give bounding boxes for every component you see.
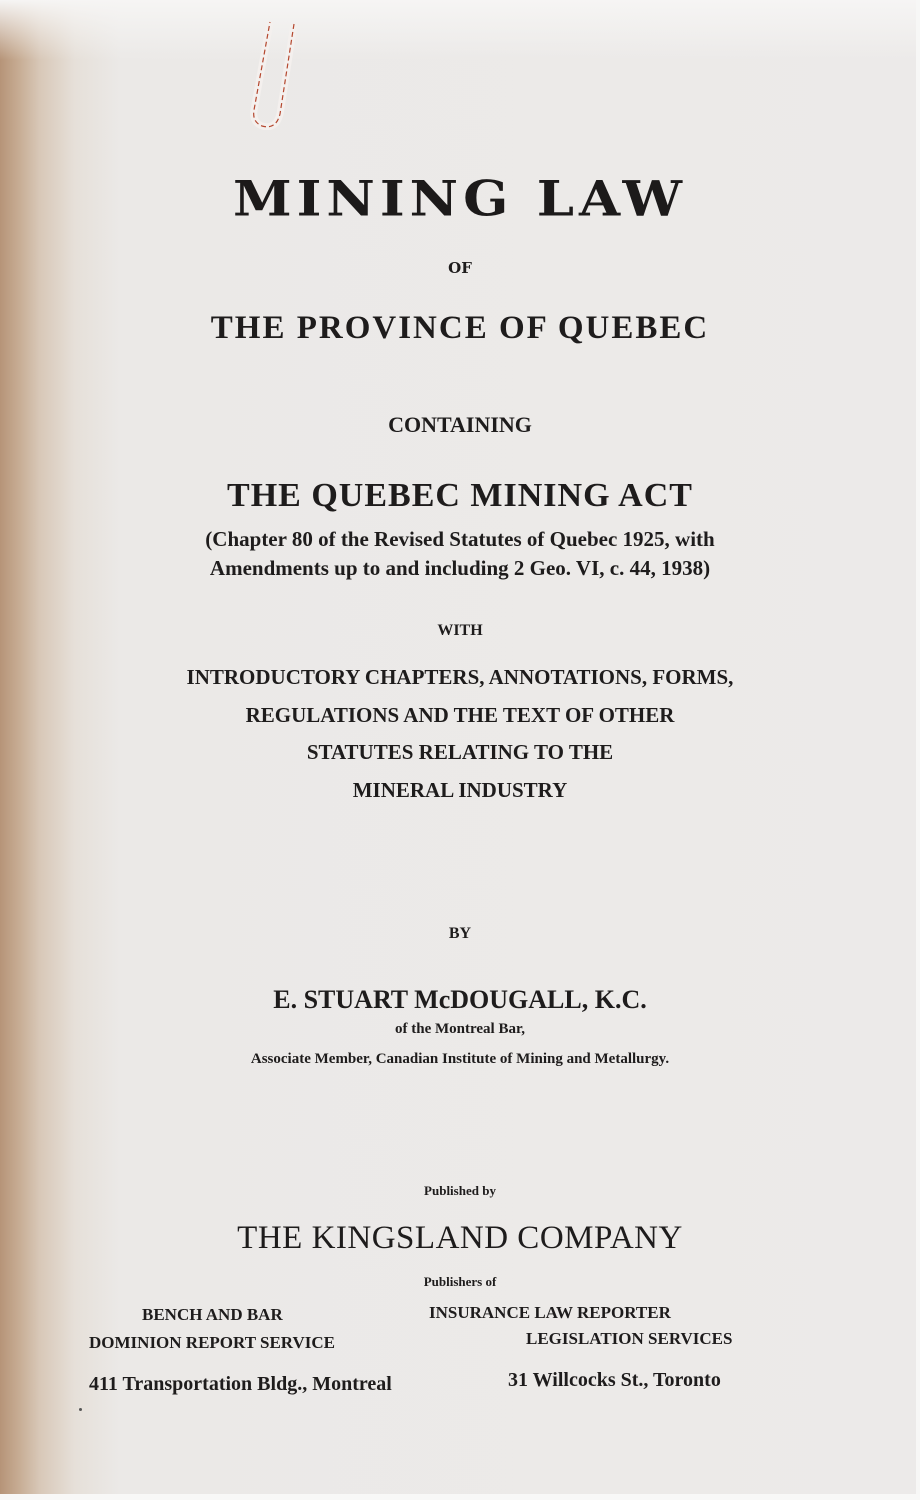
containing-label: CONTAINING — [388, 412, 532, 437]
act-description-line: Amendments up to and including 2 Geo. VI, c. 44, 1938) — [209, 556, 711, 580]
publisher-name: THE KINGSLAND COMPANY — [237, 1220, 683, 1256]
paperclip-mark-icon — [240, 18, 300, 130]
title-connector: OF — [448, 259, 472, 277]
author-membership: Associate Member, Canadian Institute of Mining and Metallurgy. — [250, 1051, 670, 1067]
act-description-line: (Chapter 80 of the Revised Statutes of Quebec 1925, with — [205, 527, 715, 551]
subtitle-province: THE PROVINCE OF QUEBEC — [210, 310, 710, 346]
published-by-label: Published by — [424, 1183, 496, 1198]
publication-item: INSURANCE LAW REPORTER — [429, 1303, 671, 1322]
book-title: MINING LAW — [232, 170, 688, 228]
publication-item: BENCH AND BAR — [142, 1305, 283, 1324]
publication-item: LEGISLATION SERVICES — [526, 1329, 733, 1348]
paper-speck — [79, 1408, 82, 1411]
author-affiliation: of the Montreal Bar, — [395, 1021, 525, 1037]
contents-line: REGULATIONS AND THE TEXT OF OTHER — [245, 703, 675, 727]
act-title: THE QUEBEC MINING ACT — [227, 477, 693, 514]
contents-line: INTRODUCTORY CHAPTERS, ANNOTATIONS, FORMS, — [186, 665, 734, 689]
publication-item: DOMINION REPORT SERVICE — [89, 1333, 335, 1352]
by-label: BY — [448, 925, 472, 942]
author-name: E. STUART McDOUGALL, K.C. — [273, 985, 647, 1014]
contents-line: STATUTES RELATING TO THE — [306, 740, 614, 764]
publishers-of-label: Publishers of — [423, 1274, 497, 1289]
contents-line: MINERAL INDUSTRY — [352, 778, 568, 802]
address-toronto: 31 Willcocks St., Toronto — [508, 1369, 721, 1391]
address-montreal: 411 Transportation Bldg., Montreal — [89, 1373, 392, 1395]
with-label: WITH — [437, 622, 483, 639]
